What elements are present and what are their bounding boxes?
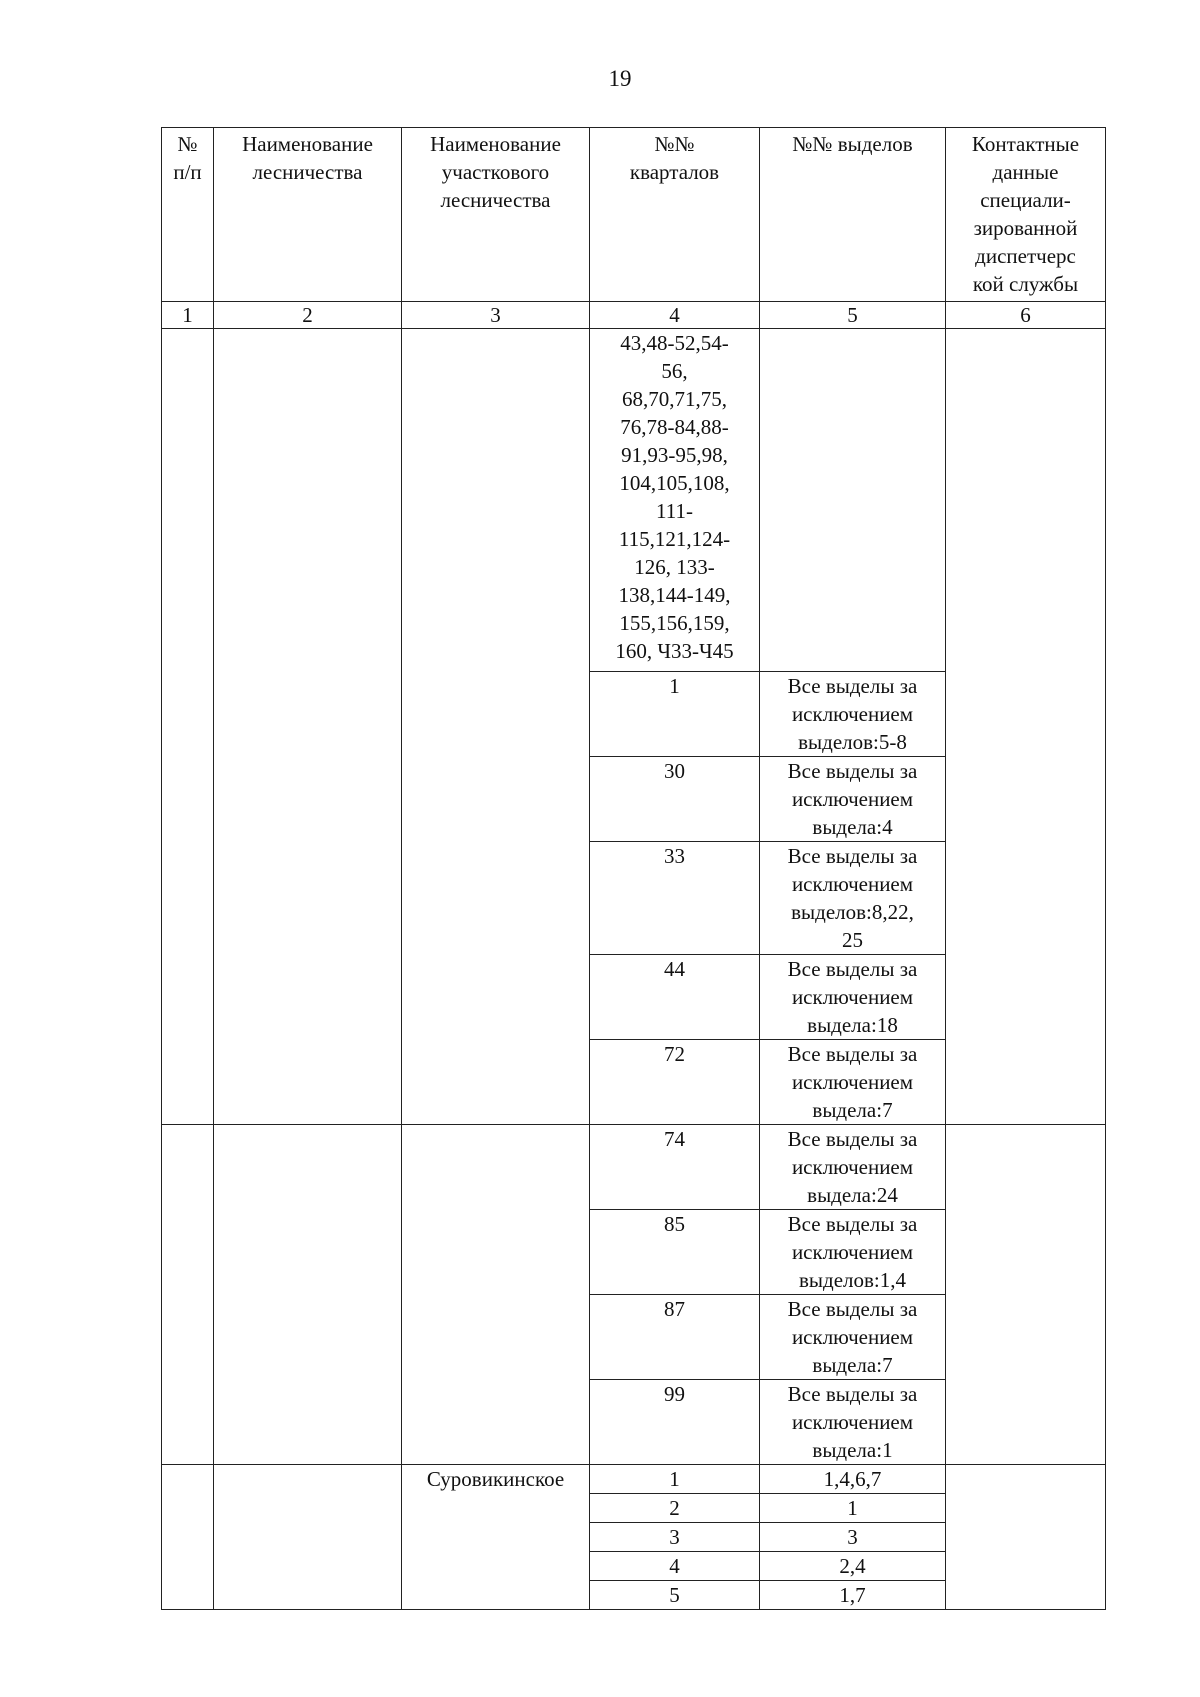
cell-text-line: 1 [669, 674, 680, 698]
cell-text-line: 43,48-52,54- [620, 331, 729, 355]
district-forestry-cell [402, 1465, 590, 1610]
cell-text-line: исключением [791, 1070, 914, 1094]
cell-text-line: Все выделы за [787, 1042, 918, 1066]
table-header-row [162, 128, 1106, 302]
cell-text-line: кой службы [972, 272, 1079, 296]
cell-text-line: 115,121,124- [618, 527, 731, 551]
cell-text-line: 4 [669, 1554, 680, 1578]
district-forestry-cell [402, 1125, 590, 1465]
cell-text-line: 1,4,6,7 [823, 1467, 882, 1491]
forest-table [161, 127, 1106, 1610]
quarters-cell [590, 1581, 760, 1610]
forestry-name-cell [214, 1465, 402, 1610]
row-number-cell [162, 1465, 214, 1610]
table-row [162, 1125, 1106, 1210]
district-forestry-name: Суровикинское [426, 1467, 565, 1491]
cell-text-line: лесничества [440, 188, 551, 212]
cell-text-line: специали- [980, 188, 1071, 212]
cell-text-line: Все выделы за [787, 1212, 918, 1236]
cell-text-line: 138,144-149, [618, 583, 731, 607]
quarters-cell [590, 1465, 760, 1494]
column-number: 5 [760, 302, 946, 329]
table-row [162, 329, 1106, 672]
allotments-cell [760, 1465, 946, 1494]
cell-text-line: исключением [791, 985, 914, 1009]
quarters-cell [590, 1523, 760, 1552]
cell-text-line: 30 [664, 759, 685, 783]
cell-text-line: Все выделы за [787, 1382, 918, 1406]
cell-text-line: №№ выделов [792, 132, 913, 156]
header-quarters-cell [590, 128, 760, 302]
header-allotments-cell [760, 128, 946, 302]
cell-text-line: выдела:7 [812, 1353, 893, 1377]
cell-text-line: зированной [973, 216, 1078, 240]
cell-text-line: данные [992, 160, 1059, 184]
cell-text-line: исключением [791, 1410, 914, 1434]
cell-text-line: Все выделы за [787, 674, 918, 698]
quarters-cell [590, 672, 760, 757]
quarters-cell [590, 1380, 760, 1465]
cell-text-line: №№ [654, 132, 695, 156]
cell-text-line: 1 [669, 1467, 680, 1491]
column-numbers-row [162, 302, 1106, 329]
cell-text-line: 104,105,108, [619, 471, 730, 495]
cell-text-line: Все выделы за [787, 1297, 918, 1321]
column-number: 4 [590, 302, 760, 329]
cell-text-line: 1 [847, 1496, 858, 1520]
cell-text-line: участкового [441, 160, 550, 184]
allotments-cell [760, 1210, 946, 1295]
quarters-cell [590, 1125, 760, 1210]
cell-text-line: 74 [664, 1127, 685, 1151]
cell-text-line: выделов:8,22, [791, 900, 914, 924]
allotments-cell [760, 1040, 946, 1125]
district-forestry-cell [402, 329, 590, 1125]
cell-text-line: Наименование [242, 132, 373, 156]
allotments-cell [760, 672, 946, 757]
cell-text-line: 3 [847, 1525, 858, 1549]
cell-text-line: Все выделы за [787, 844, 918, 868]
cell-text-line: исключением [791, 1155, 914, 1179]
cell-text-line: Все выделы за [787, 759, 918, 783]
cell-text-line: 5 [669, 1583, 680, 1607]
cell-text-line: п/п [173, 160, 202, 184]
column-number: 3 [402, 302, 590, 329]
cell-text-line: 68,70,71,75, [622, 387, 727, 411]
cell-text-line: выделов:5-8 [798, 730, 907, 754]
header-forestry-cell [214, 128, 402, 302]
cell-text-line: выдела:4 [812, 815, 893, 839]
cell-text-line: 91,93-95,98, [621, 443, 728, 467]
quarters-cell [590, 1040, 760, 1125]
cell-text-line: 2,4 [839, 1554, 866, 1578]
cell-text-line: 99 [664, 1382, 685, 1406]
allotments-cell [760, 757, 946, 842]
allotments-cell [760, 955, 946, 1040]
header-number-cell [162, 128, 214, 302]
cell-text-line: исключением [791, 702, 914, 726]
cell-text-line: исключением [791, 1325, 914, 1349]
allotments-cell [760, 1494, 946, 1523]
quarters-cell [590, 1210, 760, 1295]
quarters-cell [590, 757, 760, 842]
forestry-name-cell [214, 329, 402, 1125]
cell-text-line: 72 [664, 1042, 685, 1066]
allotments-cell [760, 842, 946, 955]
allotments-cell [760, 1552, 946, 1581]
forestry-name-cell [214, 1125, 402, 1465]
table-body [162, 128, 1106, 1610]
column-number: 2 [214, 302, 402, 329]
cell-text-line: выдела:1 [812, 1438, 893, 1462]
cell-text-line: 160, Ч33-Ч45 [615, 639, 734, 663]
cell-text-line: 76,78-84,88- [620, 415, 729, 439]
allotments-cell [760, 1523, 946, 1552]
quarters-cell [590, 1552, 760, 1581]
cell-text-line: Все выделы за [787, 1127, 918, 1151]
cell-text-line: № [177, 132, 198, 156]
allotments-cell [760, 1295, 946, 1380]
cell-text-line: выдела:18 [807, 1013, 898, 1037]
quarters-cell [590, 955, 760, 1040]
cell-text-line: 126, 133- [634, 555, 715, 579]
column-number: 1 [162, 302, 214, 329]
header-contacts-cell [946, 128, 1106, 302]
cell-text-line: 44 [664, 957, 685, 981]
cell-text-line: Все выделы за [787, 957, 918, 981]
cell-text-line: 33 [664, 844, 685, 868]
page-number: 19 [608, 66, 632, 91]
header-district-forestry-cell [402, 128, 590, 302]
cell-text-line: 155,156,159, [619, 611, 730, 635]
table-row [162, 1465, 1106, 1494]
allotments-cell [760, 1125, 946, 1210]
row-number-cell [162, 1125, 214, 1465]
cell-text-line: выдела:24 [807, 1183, 898, 1207]
quarters-cell [590, 842, 760, 955]
cell-text-line: 111- [656, 499, 693, 523]
cell-text-line: 25 [842, 928, 863, 952]
cell-text-line: кварталов [629, 160, 720, 184]
allotments-cell [760, 1581, 946, 1610]
cell-text-line: диспетчерс [975, 244, 1076, 268]
quarters-cell [590, 329, 760, 672]
contacts-cell [946, 1125, 1106, 1465]
cell-text-line: выделов:1,4 [798, 1268, 906, 1292]
allotments-cell [760, 1380, 946, 1465]
cell-text-line: выдела:7 [812, 1098, 893, 1122]
cell-text-line: Наименование [430, 132, 561, 156]
quarters-cell [590, 1494, 760, 1523]
contacts-cell [946, 329, 1106, 1125]
cell-text-line: исключением [791, 1240, 914, 1264]
cell-text-line: 87 [664, 1297, 685, 1321]
cell-text-line: 1,7 [839, 1583, 866, 1607]
cell-text-line: лесничества [252, 160, 363, 184]
cell-text-line: 3 [669, 1525, 680, 1549]
allotments-cell [760, 329, 946, 672]
cell-text-line: 56, [661, 359, 688, 383]
cell-text-line: 85 [664, 1212, 685, 1236]
cell-text-line: исключением [791, 787, 914, 811]
cell-text-line: Контактные [971, 132, 1080, 156]
column-number: 6 [946, 302, 1106, 329]
row-number-cell [162, 329, 214, 1125]
cell-text-line: 2 [669, 1496, 680, 1520]
contacts-cell [946, 1465, 1106, 1610]
cell-text-line: исключением [791, 872, 914, 896]
quarters-cell [590, 1295, 760, 1380]
